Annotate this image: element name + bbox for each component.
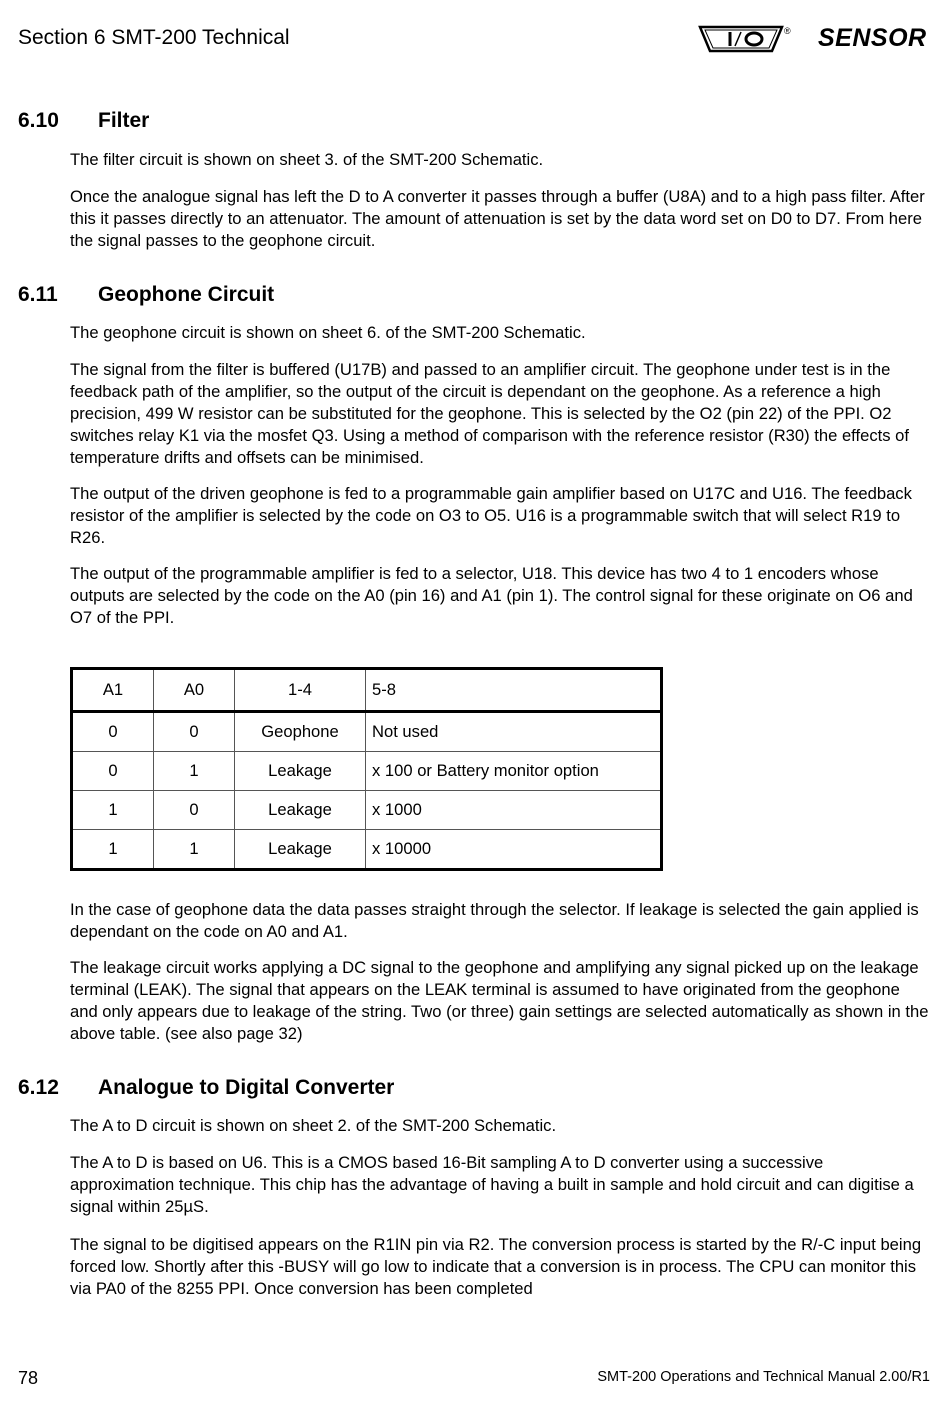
paragraph: The geophone circuit is shown on sheet 6. of the SMT-200 Schematic. [70,323,586,342]
table-header-cell: 5-8 [366,669,662,712]
section-header-title: Section 6 SMT-200 Technical [18,26,290,49]
paragraph: The leakage circuit works applying a DC signal to the geophone and amplifying any signal picked up on the leakage terminal (LEAK). The signal that appears on the LEAK terminal is assumed to have originated from the geophone and only appears due to leakage of the string. Two (or three) gain settings are selected automatically as shown in the above table. (see also page 32) [70,958,929,1043]
table-header-cell: A1 [72,669,154,712]
paragraph: The A to D circuit is shown on sheet 2. of the SMT-200 Schematic. [70,1116,557,1135]
paragraph: The filter circuit is shown on sheet 3. of the SMT-200 Schematic. [70,150,544,169]
paragraph: The signal to be digitised appears on the R1IN pin via R2. The conversion process is started by the R/-C input being forced low. Shortly after this -BUSY will go low to indicate that a conversion is in process. The CPU can monitor this via PA0 of the 8255 PPI. Once conversion has been completed [70,1235,922,1298]
table-cell: 1 [72,830,154,870]
table-cell: x 1000 [366,791,662,830]
table-cell: x 100 or Battery monitor option [366,752,662,791]
paragraph: The A to D is based on U6. This is a CMOS based 16-Bit sampling A to D converter using a successive approximation technique. This chip has the advantage of having a built in sample and hold circuit and can digitise a signal within 25µS. [70,1153,914,1216]
table-cell: 1 [154,830,235,870]
table-row [72,791,662,830]
page-number: 78 [18,1368,39,1388]
section-number: 6.11 [18,283,58,306]
section-number: 6.12 [18,1076,59,1099]
paragraph: The output of the programmable amplifier is fed to a selector, U18. This device has two 4 to 1 encoders whose outputs are selected by the code on the A0 (pin 16) and A1 (pin 1). The control signal for these originate on O6 and O7 of the PPI. [70,564,913,627]
io-logo-icon [698,24,784,54]
table-cell: 1 [72,791,154,830]
section-title: Analogue to Digital Converter [98,1076,395,1099]
paragraph: Once the analogue signal has left the D to A converter it passes through a buffer (U8A) and to a high pass filter. After this it passes directly to an attenuator. The amount of attenuation is set by the data word set on D0 to D7. From here the signal passes to the geophone circuit. [70,187,925,250]
table-cell: Geophone [235,712,366,752]
table-cell: Leakage [235,830,366,870]
table-cell: 0 [72,752,154,791]
table-cell: 0 [72,712,154,752]
paragraph: The signal from the filter is buffered (U17B) and passed to an amplifier circuit. The geophone under test is in the feedback path of the amplifier, so the output of the circuit is dependant on the geophone. As a reference a high precision, 499 W resistor can be substituted for the geophone. This is selected by the O2 (pin 22) of the PPI. O2 switches relay K1 via the mosfet Q3. Using a method of comparison with the reference resistor (R30) the effects of temperature drifts and offsets can be minimised. [70,360,909,467]
table-row [72,712,662,752]
table-cell: x 10000 [366,830,662,870]
section-title: Geophone Circuit [98,283,275,306]
table-header-cell: A0 [154,669,235,712]
table-cell: Not used [366,712,662,752]
brand-name: SENSOR [818,24,927,52]
table-row [72,752,662,791]
table-cell: Leakage [235,752,366,791]
registered-mark: ® [784,26,791,36]
footer-document-title: SMT-200 Operations and Technical Manual 2.00/R1 [597,1369,930,1385]
table-header-row [72,669,662,712]
paragraph: In the case of geophone data the data passes straight through the selector. If leakage is selected the gain applied is dependant on the code on A0 and A1. [70,900,919,941]
section-title: Filter [98,109,150,132]
table-cell: 0 [154,712,235,752]
selector-table [70,667,663,871]
table-cell: 1 [154,752,235,791]
table-row [72,830,662,870]
section-number: 6.10 [18,109,59,132]
paragraph: The output of the driven geophone is fed to a programmable gain amplifier based on U17C and U16. The feedback resistor of the amplifier is selected by the code on O3 to O5. U16 is a programmable switch that will select R19 to R26. [70,484,912,547]
table-cell: 0 [154,791,235,830]
table-cell: Leakage [235,791,366,830]
table-header-cell: 1-4 [235,669,366,712]
